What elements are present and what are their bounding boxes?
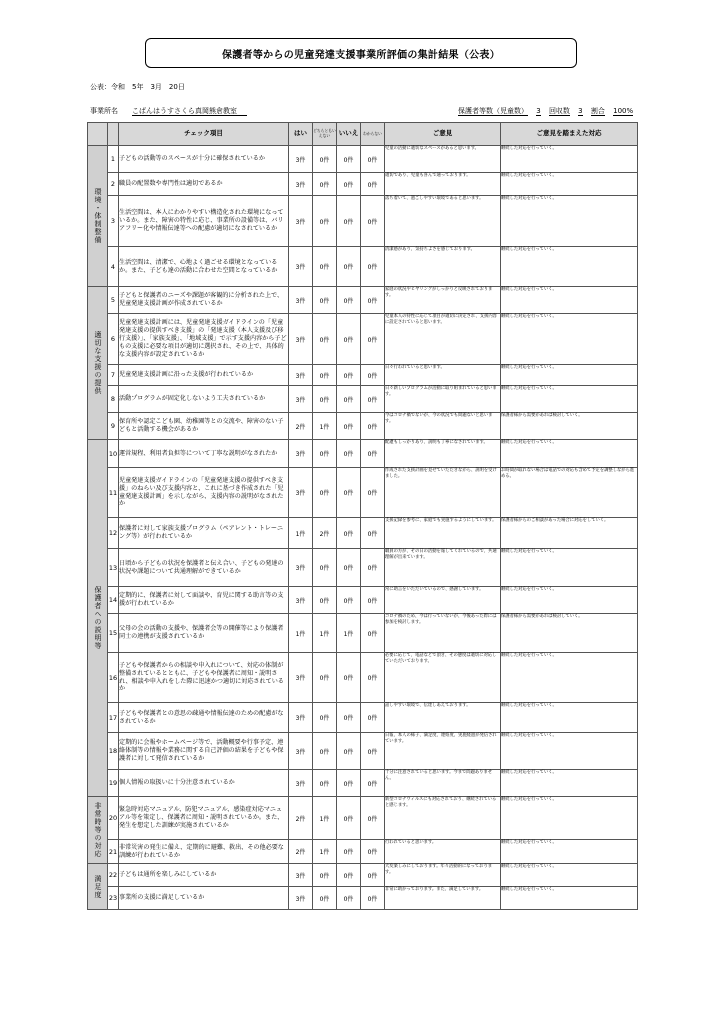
count-no: 0件 xyxy=(337,587,361,614)
count-unknown: 0件 xyxy=(361,440,385,468)
opinion-text: 支援記録を参考に、家庭でも実施するようにしています。 xyxy=(385,518,501,549)
header-unknown: わからない xyxy=(361,123,385,146)
opinion-text: 日々行われていると思います。 xyxy=(385,365,501,386)
count-yes: 3件 xyxy=(289,864,313,887)
table-row xyxy=(88,518,638,549)
check-item: 児童発達支援計画に沿った支援が行われているか xyxy=(119,365,289,386)
office-label: 事業所名 xyxy=(90,107,118,115)
opinion-text: 十分に注意されていると思います。今まで問題ありません。 xyxy=(385,770,501,797)
count-neither: 0件 xyxy=(313,549,337,587)
count-yes: 2件 xyxy=(289,840,313,864)
count-unknown: 0件 xyxy=(361,173,385,196)
check-item: 保護者に対して家族支援プログラム（ペアレント・トレーニング等）が行われているか xyxy=(119,518,289,549)
count-no: 0件 xyxy=(337,386,361,413)
check-item: 事業所の支援に満足しているか xyxy=(119,887,289,910)
count-neither: 0件 xyxy=(313,703,337,733)
count-no: 0件 xyxy=(337,864,361,887)
table-row xyxy=(88,173,638,196)
responses-label: 回収数 xyxy=(548,107,570,115)
count-no: 0件 xyxy=(337,314,361,365)
count-neither: 0件 xyxy=(313,653,337,703)
item-number: 13 xyxy=(108,549,119,587)
opinion-text: 清潔感があり、気持ちよさを感じております。 xyxy=(385,247,501,287)
count-no: 1件 xyxy=(337,614,361,653)
table-row xyxy=(88,703,638,733)
item-number: 22 xyxy=(108,864,119,887)
header-yes: はい xyxy=(289,123,313,146)
table-row xyxy=(88,864,638,887)
count-neither: 0件 xyxy=(313,887,337,910)
count-unknown: 0件 xyxy=(361,247,385,287)
count-yes: 3件 xyxy=(289,468,313,518)
table-row xyxy=(88,653,638,703)
item-number: 11 xyxy=(108,468,119,518)
count-yes: 3件 xyxy=(289,703,313,733)
check-item: 定期的に、保護者に対して面談や、育児に関する助言等の支援が行われているか xyxy=(119,587,289,614)
count-unknown: 0件 xyxy=(361,287,385,314)
category-label: 適切な支援の提供 xyxy=(88,287,108,440)
item-number: 12 xyxy=(108,518,119,549)
table-row xyxy=(88,314,638,365)
table-row xyxy=(88,797,638,840)
count-neither: 0件 xyxy=(313,864,337,887)
response-stats xyxy=(452,106,633,116)
count-neither: 0件 xyxy=(313,733,337,770)
document-title: 保護者等からの児童発達支援事業所評価の集計結果（公表） xyxy=(145,38,577,68)
table-row xyxy=(88,614,638,653)
count-neither: 0件 xyxy=(313,440,337,468)
item-number: 10 xyxy=(108,440,119,468)
count-neither: 0件 xyxy=(313,587,337,614)
table-row xyxy=(88,146,638,173)
table-row xyxy=(88,840,638,864)
table-row xyxy=(88,365,638,386)
item-number: 8 xyxy=(108,386,119,413)
response-text: 継続した対応を行っていく。 xyxy=(501,173,638,196)
opinion-text: 行われていると思います。 xyxy=(385,840,501,864)
count-unknown: 0件 xyxy=(361,614,385,653)
opinion-text: 落ち着いて、過ごしやすい環境であると思います。 xyxy=(385,196,501,247)
opinion-text: 児童本人の特性に応じて項目が適切に決定され、支援内容に設定されていると思います。 xyxy=(385,314,501,365)
check-item: 児童発達支援ガイドラインの「児童発達支援の提供すべき支援」のねらい及び支援内容と、これに基づき作成された「児童発達支援計画」を示しながら、支援内容の説明がなされたか xyxy=(119,468,289,518)
check-item: 運営規程、利用者負担等について丁寧な説明がなされたか xyxy=(119,440,289,468)
count-unknown: 0件 xyxy=(361,887,385,910)
count-unknown: 0件 xyxy=(361,314,385,365)
opinion-text: 今はコロナ禍でないが、今の状況でも問題ないと思います。 xyxy=(385,413,501,440)
header-category xyxy=(88,123,108,146)
check-item: 生活空間は、清潔で、心地よく過ごせる環境となっているか。また、子ども達の活動に合わせた空間となっているか xyxy=(119,247,289,287)
response-text: 継続した対応を行っていく。 xyxy=(501,587,638,614)
count-no: 0件 xyxy=(337,247,361,287)
table-row xyxy=(88,587,638,614)
count-neither: 0件 xyxy=(313,386,337,413)
count-unknown: 0件 xyxy=(361,365,385,386)
check-item: 生活空間は、本人にわかりやすい構造化された環境になっているか。また、障害の特性に応じ、事業所の設備等は、バリアフリー化や情報伝達等への配慮が適切になされているか xyxy=(119,196,289,247)
count-neither: 1件 xyxy=(313,413,337,440)
response-text: 保護者様から需要があれば検討していく。 xyxy=(501,413,638,440)
check-item: 子どもや保護者との意思の疎通や情報伝達のための配慮がなされているか xyxy=(119,703,289,733)
response-text: 継続した対応を行っていく。 xyxy=(501,440,638,468)
count-unknown: 0件 xyxy=(361,733,385,770)
item-number: 2 xyxy=(108,173,119,196)
response-text: 継続した対応を行っていく。 xyxy=(501,287,638,314)
item-number: 18 xyxy=(108,733,119,770)
item-number: 15 xyxy=(108,614,119,653)
table-row xyxy=(88,733,638,770)
count-unknown: 0件 xyxy=(361,468,385,518)
count-yes: 3件 xyxy=(289,146,313,173)
table-row xyxy=(88,247,638,287)
category-label: 非常時等の対応 xyxy=(88,797,108,864)
responses-count: 3 xyxy=(578,107,583,115)
count-unknown: 0件 xyxy=(361,386,385,413)
count-unknown: 0件 xyxy=(361,797,385,840)
check-item: 父母の会の活動の支援や、保護者会等の開催等により保護者同士の連携が支援されているか xyxy=(119,614,289,653)
header-opinion: ご意見 xyxy=(385,123,501,146)
check-item: 子どもの活動等のスペースが十分に確保されているか xyxy=(119,146,289,173)
count-no: 0件 xyxy=(337,653,361,703)
count-unknown: 0件 xyxy=(361,518,385,549)
count-no: 0件 xyxy=(337,733,361,770)
office-name: こばんはうすさくら真岡熊倉教室 xyxy=(132,107,247,116)
response-text: 継続した対応を行っていく。 xyxy=(501,653,638,703)
response-text: 継続した対応を行っていく。 xyxy=(501,733,638,770)
response-text: 保護者様からのご相談があった場合に対応をしていく。 xyxy=(501,518,638,549)
count-neither: 0件 xyxy=(313,196,337,247)
opinion-text: 常に助言をいただいているので、感謝しています。 xyxy=(385,587,501,614)
check-item: 子どもや保護者からの相談や申入れについて、対応の体制が整備されているとともに、子どもや保護者に周知・説明され、相談や申入れをした際に迅速かつ適切に対応されているか xyxy=(119,653,289,703)
count-unknown: 0件 xyxy=(361,196,385,247)
count-neither: 0件 xyxy=(313,146,337,173)
opinion-text: 作成された支援計画を見せていただきながら、説明を受けました。 xyxy=(385,468,501,518)
count-unknown: 0件 xyxy=(361,770,385,797)
count-yes: 2件 xyxy=(289,413,313,440)
item-number: 5 xyxy=(108,287,119,314)
office-info xyxy=(90,106,247,116)
response-text: 継続した対応を行っていく。 xyxy=(501,864,638,887)
item-number: 16 xyxy=(108,653,119,703)
count-no: 0件 xyxy=(337,365,361,386)
table-row xyxy=(88,468,638,518)
count-neither: 1件 xyxy=(313,797,337,840)
opinion-text: 必要に応じて、電話などで頂き、その態度は適切に対応していただいております。 xyxy=(385,653,501,703)
count-neither: 0件 xyxy=(313,173,337,196)
count-neither: 0件 xyxy=(313,287,337,314)
count-unknown: 0件 xyxy=(361,549,385,587)
count-yes: 3件 xyxy=(289,287,313,314)
response-text: 継続した対応を行っていく。 xyxy=(501,797,638,840)
count-no: 0件 xyxy=(337,468,361,518)
opinion-text: 配慮もしっかりあり、説明も丁寧になされています。 xyxy=(385,440,501,468)
check-item: 非常災害の発生に備え、定期的に避難、救出、その他必要な訓練が行われているか xyxy=(119,840,289,864)
count-unknown: 0件 xyxy=(361,146,385,173)
item-number: 14 xyxy=(108,587,119,614)
evaluation-table xyxy=(87,122,638,910)
check-item: 個人情報の取扱いに十分注意されているか xyxy=(119,770,289,797)
count-neither: 0件 xyxy=(313,247,337,287)
opinion-text: コロナ禍のため、今は行っていないが、今後あった際には参加を検討します。 xyxy=(385,614,501,653)
count-yes: 3件 xyxy=(289,173,313,196)
count-yes: 2件 xyxy=(289,797,313,840)
opinion-text: 新型コロナウィルスにも対応されており、継続されていると感じます。 xyxy=(385,797,501,840)
count-yes: 3件 xyxy=(289,887,313,910)
item-number: 21 xyxy=(108,840,119,864)
count-neither: 0件 xyxy=(313,468,337,518)
opinion-text: 日々新しいプログラムが活動に取り組まれていると思います。 xyxy=(385,386,501,413)
opinion-text: 家庭の状況やヒヤリングがしっかりと反映されております。 xyxy=(385,287,501,314)
table-row xyxy=(88,196,638,247)
table-row xyxy=(88,440,638,468)
table-row xyxy=(88,287,638,314)
rate-label: 割合 xyxy=(590,107,605,115)
count-no: 0件 xyxy=(337,797,361,840)
check-item: 緊急時対応マニュアル、防犯マニュアル、感染症対応マニュアル等を策定し、保護者に周知・説明されているか。また、発生を想定した訓練が実施されているか xyxy=(119,797,289,840)
table-row xyxy=(88,386,638,413)
opinion-text: 大変楽しみにしております。年々活動的になっております。 xyxy=(385,864,501,887)
header-neither: どちらともいえない xyxy=(313,123,337,146)
count-yes: 1件 xyxy=(289,518,313,549)
count-unknown: 0件 xyxy=(361,703,385,733)
count-yes: 3件 xyxy=(289,196,313,247)
header-no: いいえ xyxy=(337,123,361,146)
count-unknown: 0件 xyxy=(361,840,385,864)
count-yes: 3件 xyxy=(289,247,313,287)
count-neither: 0件 xyxy=(313,365,337,386)
check-item: 活動プログラムが固定化しないよう工夫されているか xyxy=(119,386,289,413)
count-no: 0件 xyxy=(337,840,361,864)
check-item: 児童発達支援計画には、児童発達支援ガイドラインの「児童発達支援の提供すべき支援」の「発達支援（本人支援及び移行支援）」、「家族支援」、「地域支援」で示す支援内容から子どもの支援に必要な項目が適切に選択され、その上で、具体的な支援内容が設定されているか xyxy=(119,314,289,365)
count-yes: 3件 xyxy=(289,733,313,770)
count-yes: 1件 xyxy=(289,614,313,653)
check-item: 子どもと保護者のニーズや課題が客観的に分析された上で、児童発達支援計画が作成されているか xyxy=(119,287,289,314)
response-text: 継続した対応を行っていく。 xyxy=(501,703,638,733)
count-no: 0件 xyxy=(337,549,361,587)
opinion-text: 適切であり、児童も喜んで通っております。 xyxy=(385,173,501,196)
publication-date: 公表：令和 5年 3月 20日 xyxy=(90,83,185,91)
table-row xyxy=(88,413,638,440)
count-neither: 1件 xyxy=(313,840,337,864)
count-no: 0件 xyxy=(337,287,361,314)
count-no: 0件 xyxy=(337,887,361,910)
table-row xyxy=(88,770,638,797)
count-no: 0件 xyxy=(337,196,361,247)
response-text: 継続した対応を行っていく。 xyxy=(501,770,638,797)
response-text: 継続した対応を行っていく。 xyxy=(501,314,638,365)
response-text: 継続した対応を行っていく。 xyxy=(501,887,638,910)
response-text: 継続した対応を行っていく。 xyxy=(501,386,638,413)
check-item: 職員の配置数や専門性は適切であるか xyxy=(119,173,289,196)
check-item: 日頃から子どもの状況を保護者と伝え合い、子どもの発達の状況や課題について共通理解ができているか xyxy=(119,549,289,587)
count-no: 0件 xyxy=(337,146,361,173)
count-yes: 3件 xyxy=(289,653,313,703)
count-unknown: 0件 xyxy=(361,413,385,440)
response-text: 継続した対応を行っていく。 xyxy=(501,196,638,247)
count-yes: 3件 xyxy=(289,365,313,386)
count-yes: 3件 xyxy=(289,314,313,365)
count-neither: 0件 xyxy=(313,770,337,797)
response-text: 継続した対応を行っていく。 xyxy=(501,365,638,386)
count-yes: 3件 xyxy=(289,440,313,468)
response-text: 保護者様から需要があれば検討していく。 xyxy=(501,614,638,653)
count-yes: 3件 xyxy=(289,587,313,614)
item-number: 19 xyxy=(108,770,119,797)
header-check-item: チェック項目 xyxy=(119,123,289,146)
count-unknown: 0件 xyxy=(361,587,385,614)
opinion-text: 児童の活動に適切なスペースがあると思います。 xyxy=(385,146,501,173)
category-label: 保護者への説明等 xyxy=(88,440,108,797)
item-number: 17 xyxy=(108,703,119,733)
category-label: 満足度 xyxy=(88,864,108,910)
count-no: 0件 xyxy=(337,770,361,797)
count-no: 0件 xyxy=(337,703,361,733)
count-yes: 3件 xyxy=(289,386,313,413)
count-unknown: 0件 xyxy=(361,864,385,887)
check-item: 保育所や認定こども園、幼稚園等との交流や、障害のない子どもと活動する機会があるか xyxy=(119,413,289,440)
guardians-count: 3 xyxy=(536,107,541,115)
opinion-text: 非常に助かっております。また、満足しています。 xyxy=(385,887,501,910)
count-no: 0件 xyxy=(337,413,361,440)
header-response: ご意見を踏まえた対応 xyxy=(501,123,638,146)
opinion-text: 職員の方が、その日の活動を報してくれているので、共通理解が出来ています。 xyxy=(385,549,501,587)
table-header-row xyxy=(88,123,638,146)
response-text: 継続した対応を行っていく。 xyxy=(501,247,638,287)
check-item: 定期的に会報やホームページ等で、活動概要や行事予定、連絡体制等の情報や業務に関する自己評価の結果を子どもや保護者に対して発信されているか xyxy=(119,733,289,770)
item-number: 7 xyxy=(108,365,119,386)
count-no: 0件 xyxy=(337,518,361,549)
item-number: 4 xyxy=(108,247,119,287)
opinion-text: 日報、本人の様子、満足度、連絡度、実施経過が発信されています。 xyxy=(385,733,501,770)
response-text: 継続した対応を行っていく。 xyxy=(501,549,638,587)
count-no: 0件 xyxy=(337,173,361,196)
opinion-text: 話しやすい環境で、伝達しあえております。 xyxy=(385,703,501,733)
count-neither: 2件 xyxy=(313,518,337,549)
header-number xyxy=(108,123,119,146)
response-text: 継続した対応を行っていく。 xyxy=(501,146,638,173)
item-number: 6 xyxy=(108,314,119,365)
table-row xyxy=(88,887,638,910)
item-number: 9 xyxy=(108,413,119,440)
table-row xyxy=(88,549,638,587)
count-unknown: 0件 xyxy=(361,653,385,703)
count-yes: 3件 xyxy=(289,770,313,797)
count-neither: 0件 xyxy=(313,314,337,365)
item-number: 1 xyxy=(108,146,119,173)
item-number: 23 xyxy=(108,887,119,910)
rate-value: 100% xyxy=(613,107,634,115)
response-text: お時間が取れない場合は電話での対応も含めて予定を調整しながら進める。 xyxy=(501,468,638,518)
item-number: 20 xyxy=(108,797,119,840)
guardians-label: 保護者等数（児童数） xyxy=(458,107,528,115)
count-yes: 3件 xyxy=(289,549,313,587)
count-neither: 1件 xyxy=(313,614,337,653)
response-text: 継続した対応を行っていく。 xyxy=(501,840,638,864)
check-item: 子どもは通所を楽しみにしているか xyxy=(119,864,289,887)
item-number: 3 xyxy=(108,196,119,247)
count-no: 0件 xyxy=(337,440,361,468)
category-label: 環境・体制整備 xyxy=(88,146,108,287)
